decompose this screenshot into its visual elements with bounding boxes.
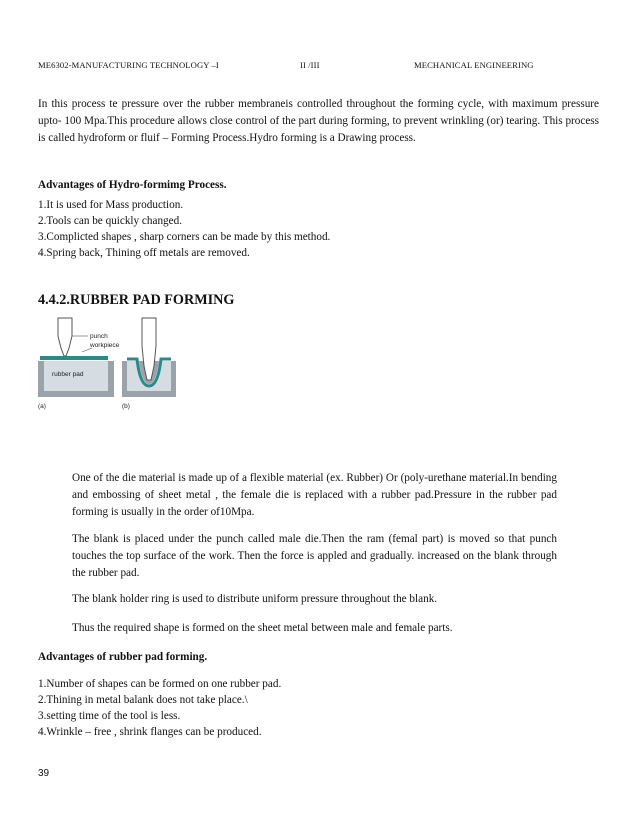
figure-b <box>122 318 176 410</box>
list-item: 2.Tools can be quickly changed. <box>38 215 182 227</box>
list-item: 3.Complicted shapes , sharp corners can be made by this method. <box>38 231 331 243</box>
rubber-advantages-heading: Advantages of rubber pad forming. <box>38 651 208 663</box>
list-item: 1.It is used for Mass production. <box>38 199 184 211</box>
header-year: II /III <box>300 60 320 70</box>
list-item: 4.Wrinkle – free , shrink flanges can be produced. <box>38 726 262 738</box>
list-item: 1.Number of shapes can be formed on one rubber pad. <box>38 678 282 690</box>
body-paragraph: The blank holder ring is used to distribute uniform pressure throughout the blank. <box>72 593 438 605</box>
list-item: 4.Spring back, Thining off metals are removed. <box>38 247 250 259</box>
hydro-advantages-heading: Advantages of Hydro-formimg Process. <box>38 179 227 191</box>
rubber-pad-label: rubber pad <box>52 371 84 378</box>
body-paragraph: Thus the required shape is formed on the sheet metal between male and female parts. <box>72 622 453 634</box>
rubber-pad-figure <box>38 316 178 412</box>
punch-a <box>58 318 72 356</box>
list-item: 2.Thining in metal balank does not take place.\ <box>38 694 248 706</box>
page-header <box>38 60 600 74</box>
workpiece-label: workpiece <box>90 342 120 349</box>
page-number: 39 <box>38 768 50 779</box>
punch-label: punch <box>90 333 108 340</box>
list-item: 3.setting time of the tool is less. <box>38 710 181 722</box>
body-paragraph: One of the die material is made up of a flexible material (ex. Rubber) Or (poly-urethane material.In bending and embossing of sheet metal , the female die is replaced with a rubber pad.Pressure in the rubber pad forming is usually in the order of10Mpa. <box>72 472 557 518</box>
figure-a <box>38 318 120 410</box>
header-department: MECHANICAL ENGINEERING <box>414 60 534 70</box>
header-course: ME6302-MANUFACTURING TECHNOLOGY –I <box>38 60 219 70</box>
figure-b-label: (b) <box>122 403 130 410</box>
figure-a-label: (a) <box>38 403 46 410</box>
body-paragraph: The blank is placed under the punch called male die.Then the ram (femal part) is moved so that punch touches the top surface of the work. Then the force is appled and gradually. increased on the blank through the rubber pad. <box>72 533 557 579</box>
intro-paragraph: In this process te pressure over the rubber membraneis controlled throughout the forming cycle, with maximum pressure upto- 100 Mpa.This procedure allows close control of the part during forming, to prevent wrinkling (or) tearing. This process is called hydroform or fluif – Forming Process.Hydro forming is a Drawing process. <box>38 98 599 144</box>
section-title: 4.4.2.RUBBER PAD FORMING <box>38 292 235 308</box>
workpiece-sheet <box>40 356 108 360</box>
